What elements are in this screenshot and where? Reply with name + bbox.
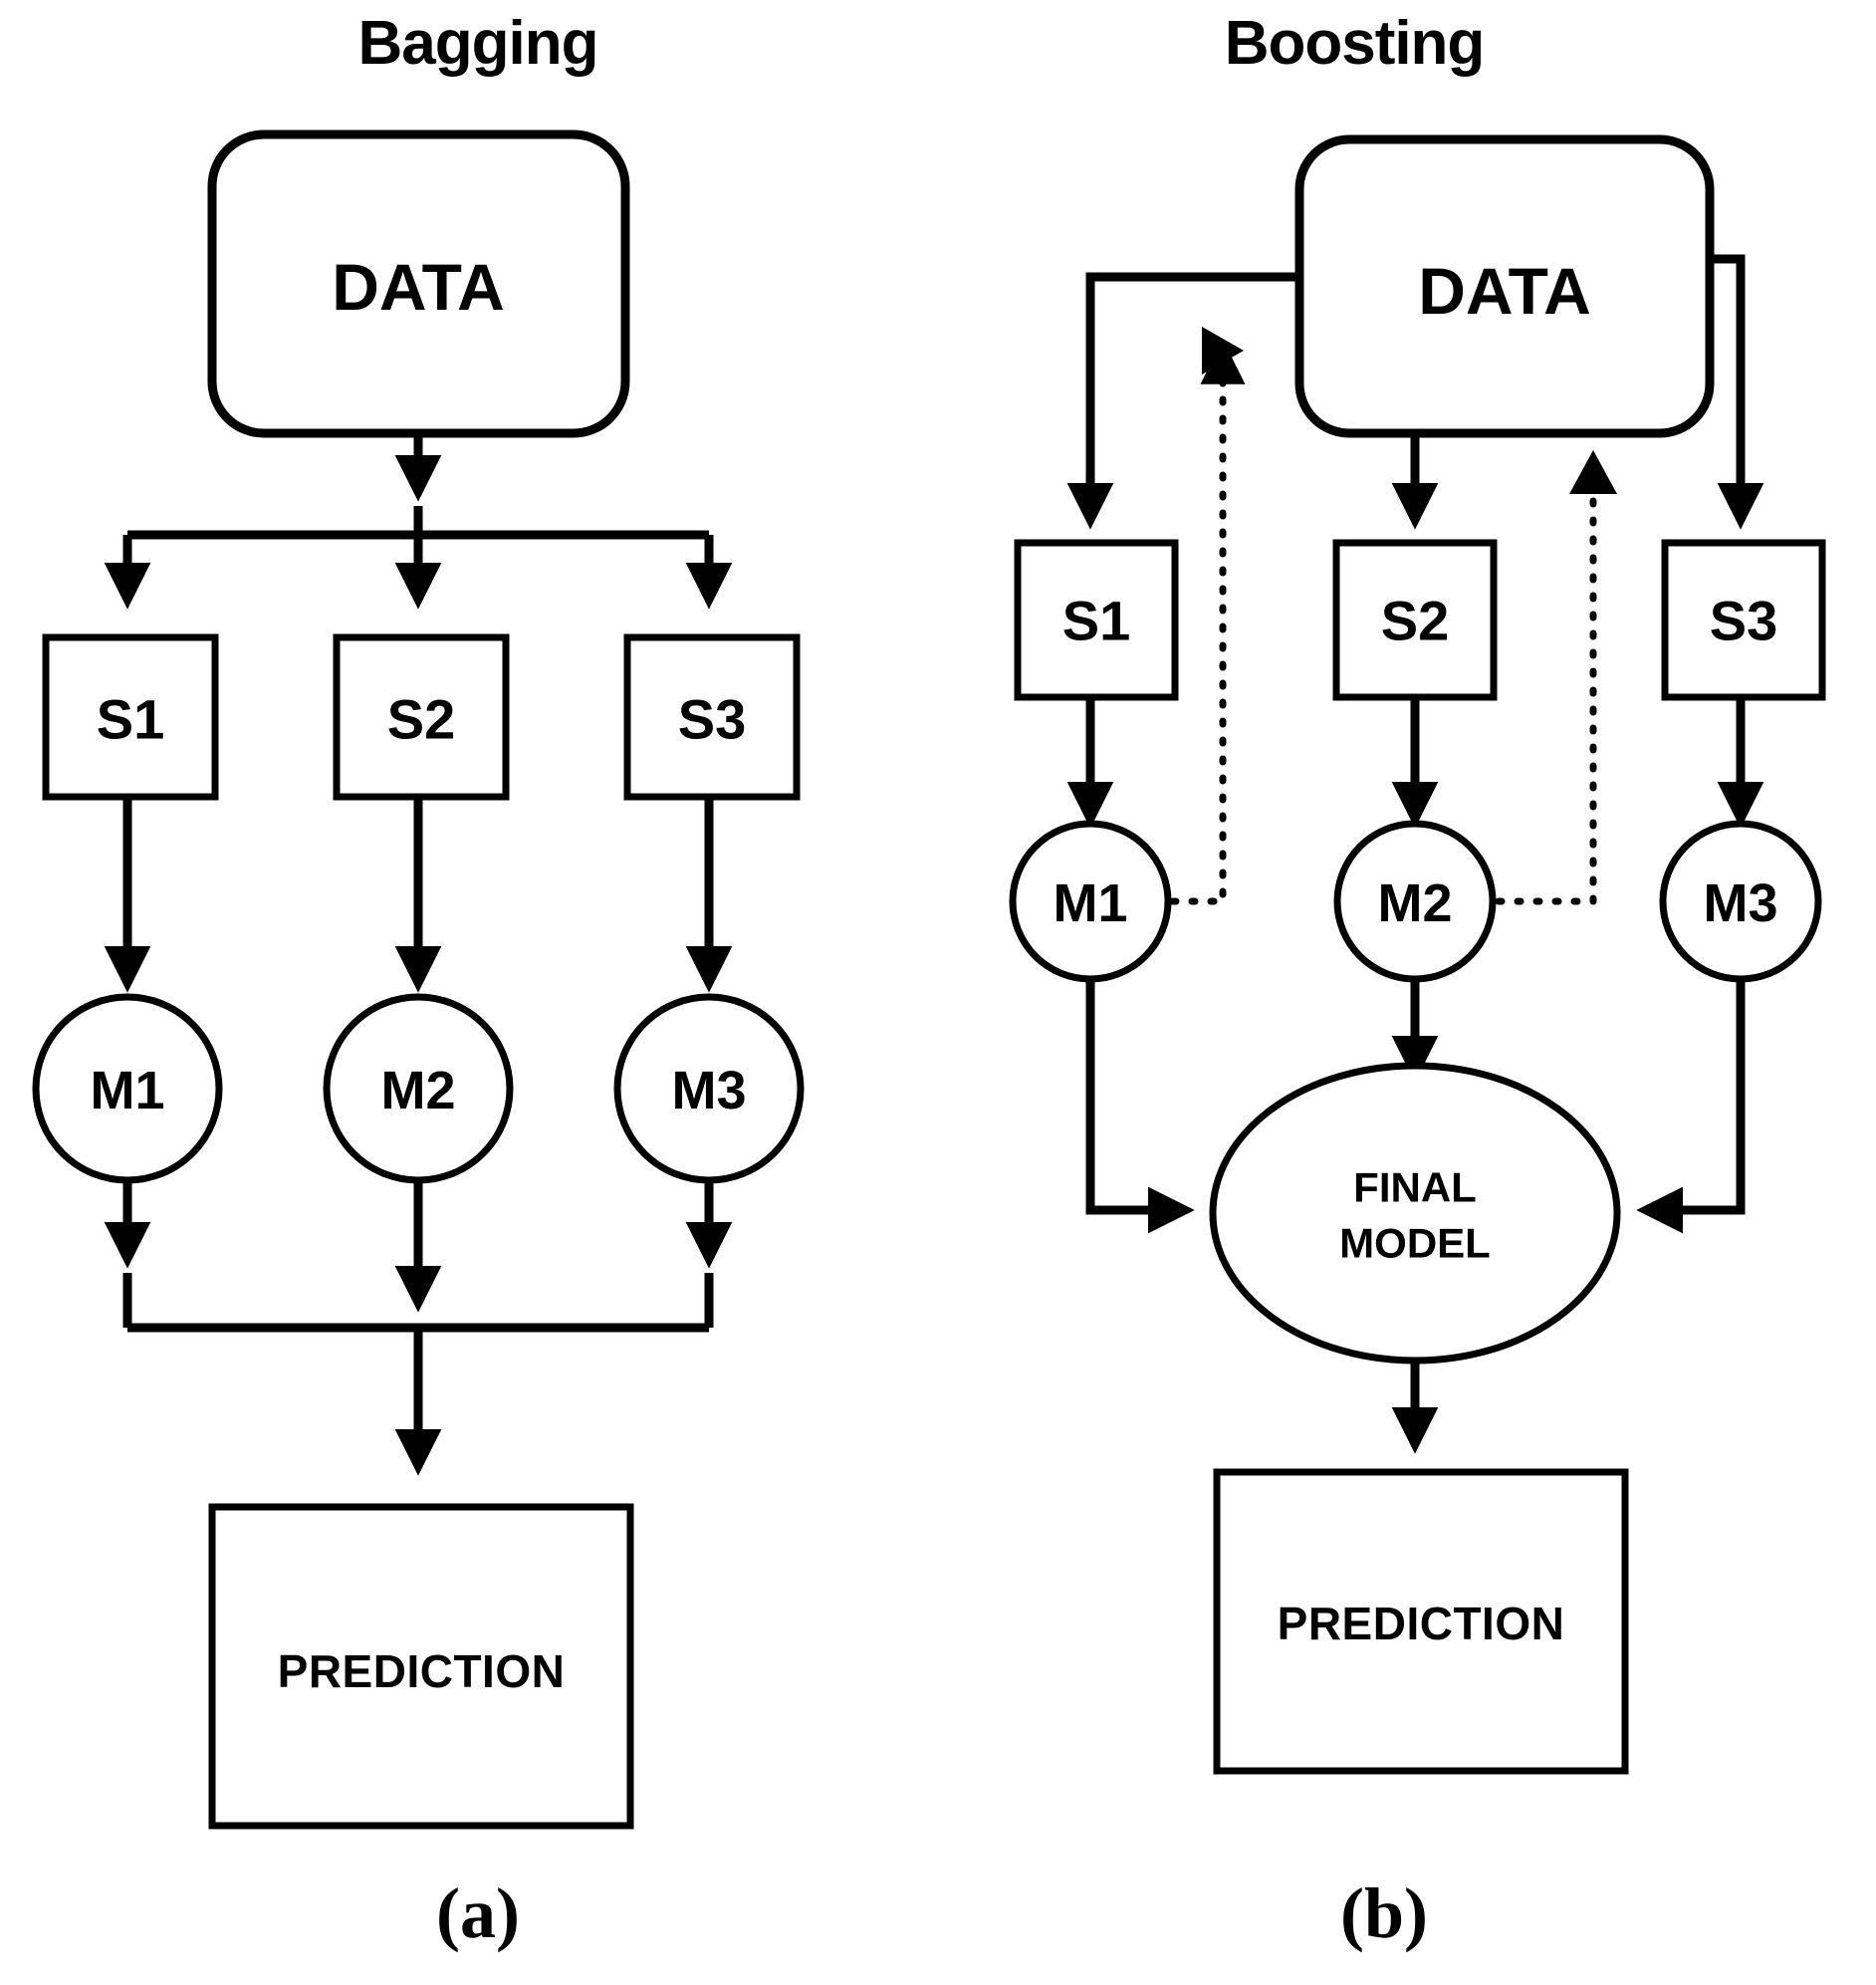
boosting-edge-data-s3 [1710,259,1741,518]
bagging-label-s2: S2 [386,687,456,751]
boosting-prediction-label: PREDICTION [1277,1598,1565,1649]
boosting-label-m3: M3 [1703,873,1778,933]
boosting-data-label: DATA [1418,254,1591,328]
boosting-final-model-label-line1: FINAL [1353,1163,1477,1211]
boosting-label-s3: S3 [1709,589,1778,652]
boosting-edge-data-s1 [1090,277,1299,518]
boosting-edge-m3-final [1648,981,1741,1210]
panel-title-bagging: Bagging [357,9,598,78]
bagging-label-m3: M3 [671,1061,747,1120]
bagging-label-s1: S1 [96,687,165,751]
boosting-feedback-m2-arrowhead [1569,450,1617,494]
boosting-label-m1: M1 [1053,873,1128,933]
boosting-edge-m1-final [1090,981,1183,1210]
boosting-label-s1: S1 [1061,589,1131,652]
boosting-label-m2: M2 [1377,873,1453,933]
boosting-label-s2: S2 [1380,589,1450,652]
panel-boosting [1013,139,1822,1771]
boosting-feedback-m1-data [1173,351,1223,901]
panel-bagging [36,134,801,1826]
bagging-label-m2: M2 [380,1061,456,1120]
bagging-prediction-label: PREDICTION [277,1645,566,1697]
panel-title-boosting: Boosting [1224,9,1485,78]
panel-caption-b: (b) [1340,1873,1428,1953]
boosting-feedback-m2-data [1499,498,1593,901]
boosting-final-model-ellipse [1213,1066,1617,1361]
boosting-final-model-label-line2: MODEL [1339,1219,1491,1267]
bagging-data-label: DATA [332,250,505,324]
bagging-label-m1: M1 [90,1061,165,1120]
bagging-label-s3: S3 [677,687,747,751]
panel-caption-a: (a) [436,1873,520,1953]
